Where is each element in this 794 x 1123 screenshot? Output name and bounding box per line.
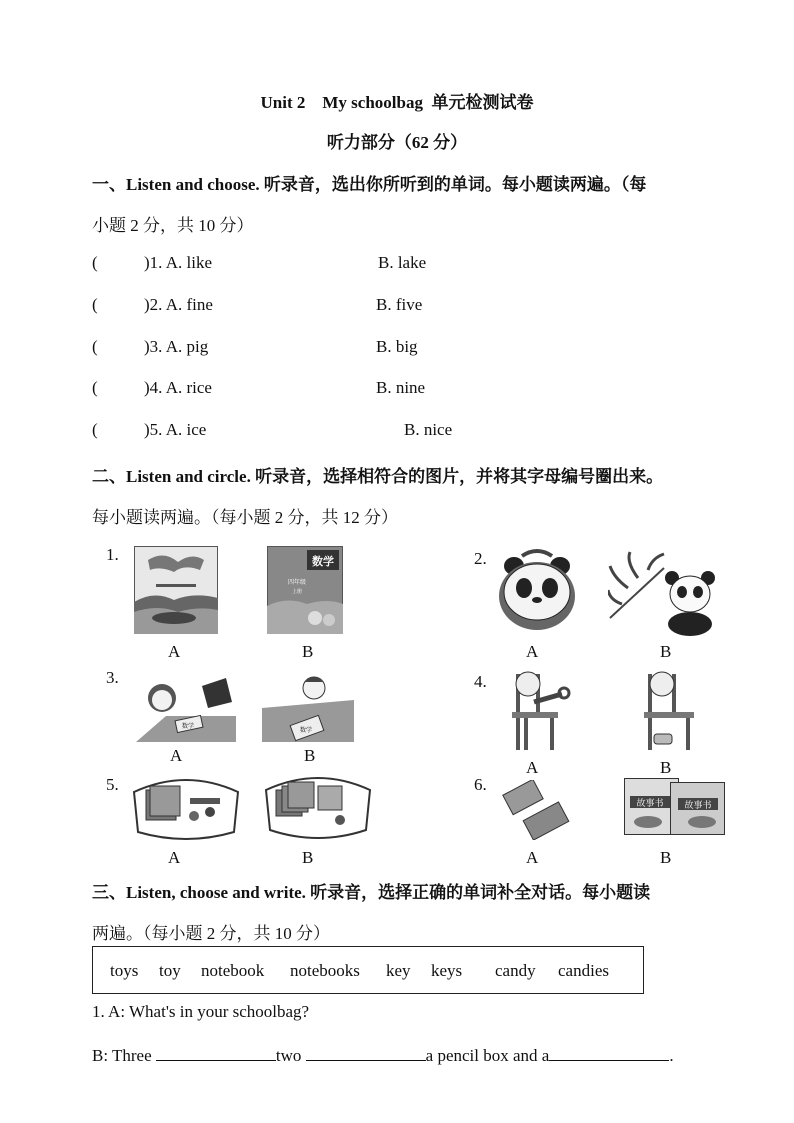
part3-heading-line2: 两遍。（每小题 2 分，共 10 分）	[92, 924, 330, 943]
q4-option-a: )4. A. rice	[144, 378, 212, 397]
q3b-book-text: 数学	[299, 727, 313, 734]
word-bank-box	[92, 946, 644, 994]
dialogue-q1-b-part2: two	[275, 1046, 306, 1065]
q3-paren: (	[92, 337, 98, 356]
chair-with-key-image	[510, 668, 572, 750]
pic-q2-number: 2.	[474, 549, 487, 568]
part3-heading	[92, 878, 650, 903]
bag-with-notebooks-image	[262, 768, 374, 842]
math-textbook-image	[267, 546, 343, 634]
part2-heading-en: Listen and circle.	[126, 467, 251, 486]
answer-blank-3[interactable]	[549, 1044, 669, 1061]
bag-with-toys-image	[130, 772, 242, 842]
panda-schoolbag-image	[496, 546, 578, 636]
q6-label-a: A	[526, 848, 539, 867]
part1-heading-en: Listen and choose.	[126, 175, 260, 194]
q5-label-a: A	[168, 848, 181, 867]
page-title: Unit 2 My schoolbag 单元检测试卷	[260, 93, 534, 112]
boy-with-notebook-image	[262, 672, 354, 742]
page-subtitle: 听力部分（62 分）	[326, 133, 468, 152]
two-notebooks-image	[500, 780, 572, 840]
q4-option-b: B. nine	[376, 378, 426, 397]
q3-label-a: A	[170, 746, 183, 765]
word-bank-item: key	[386, 961, 411, 980]
q1-paren: (	[92, 253, 98, 272]
girl-with-notebook-image	[136, 672, 236, 742]
pic-q4-number: 4.	[474, 672, 487, 691]
word-bank-item: keys	[431, 961, 463, 980]
q3-label-b: B	[304, 746, 316, 765]
part2-heading	[92, 462, 663, 487]
answer-blank-1[interactable]	[156, 1044, 276, 1061]
pic-q5-number: 5.	[106, 775, 119, 794]
part1-heading-prefix: 一、	[92, 175, 126, 194]
q1-label-a: A	[168, 642, 181, 661]
dialogue-q1-a: 1. A: What's in your schoolbag?	[92, 1002, 310, 1021]
q5-option-a: )5. A. ice	[144, 420, 207, 439]
math-book-grade: 四年级	[287, 579, 307, 586]
math-book-term: 上册	[291, 589, 303, 595]
q3-option-b: B. big	[376, 337, 418, 356]
q4-label-b: B	[660, 758, 672, 777]
part1-heading-cn: 听录音，选出你所听到的单词。每小题读两遍。（每	[259, 175, 647, 194]
part3-heading-cn: 听录音，选择正确的单词补全对话。每小题读	[305, 883, 651, 902]
chair-with-car-image	[642, 668, 700, 750]
word-bank-item: toys	[110, 961, 139, 980]
pic-q6-number: 6.	[474, 775, 487, 794]
part3-heading-prefix: 三、	[92, 883, 126, 902]
math-book-title: 数学	[312, 555, 334, 568]
word-bank-item: notebook	[201, 961, 265, 980]
q3-option-a: )3. A. pig	[144, 337, 209, 356]
answer-blank-2[interactable]	[306, 1044, 426, 1061]
q2-option-a: )2. A. fine	[144, 295, 213, 314]
q2-option-b: B. five	[376, 295, 423, 314]
dialogue-q1-b-part3: a pencil box and a	[425, 1046, 550, 1065]
dialogue-q1-b	[92, 1044, 674, 1066]
q2-label-b: B	[660, 642, 672, 661]
q1-option-a: )1. A. like	[144, 253, 212, 272]
q5-label-b: B	[302, 848, 314, 867]
q5-paren: (	[92, 420, 98, 439]
part1-heading	[92, 170, 646, 195]
word-bank-item: candy	[495, 961, 536, 980]
part2-heading-cn: 听录音，选择相符合的图片，并将其字母编号圈出来。	[250, 467, 664, 486]
part3-heading-en: Listen, choose and write.	[126, 883, 306, 902]
pic-q1-number: 1.	[106, 545, 119, 564]
two-storybooks-image	[624, 778, 726, 836]
dialogue-q1-b-part4: .	[669, 1046, 674, 1065]
word-bank-item: candies	[558, 961, 609, 980]
part1-heading-line2: 小题 2 分，共 10 分）	[92, 216, 254, 235]
q3a-book-text: 数学	[181, 723, 195, 730]
panda-bamboo-image	[608, 548, 726, 636]
chinese-textbook-image	[134, 546, 218, 634]
part2-heading-line2: 每小题读两遍。（每小题 2 分，共 12 分）	[92, 508, 398, 527]
q2-paren: (	[92, 295, 98, 314]
q5-option-b: B. nice	[404, 420, 453, 439]
q4-label-a: A	[526, 758, 539, 777]
storybook-title-right: 故事书	[684, 801, 712, 811]
q6-label-b: B	[660, 848, 672, 867]
q1-label-b: B	[302, 642, 314, 661]
dialogue-q1-b-part1: B: Three	[92, 1046, 156, 1065]
q1-option-b: B. lake	[378, 253, 427, 272]
q4-paren: (	[92, 378, 98, 397]
q2-label-a: A	[526, 642, 539, 661]
word-bank-item: notebooks	[290, 961, 360, 980]
pic-q3-number: 3.	[106, 668, 119, 687]
storybook-title-left: 故事书	[636, 799, 664, 809]
part2-heading-prefix: 二、	[92, 467, 126, 486]
word-bank-item: toy	[159, 961, 181, 980]
